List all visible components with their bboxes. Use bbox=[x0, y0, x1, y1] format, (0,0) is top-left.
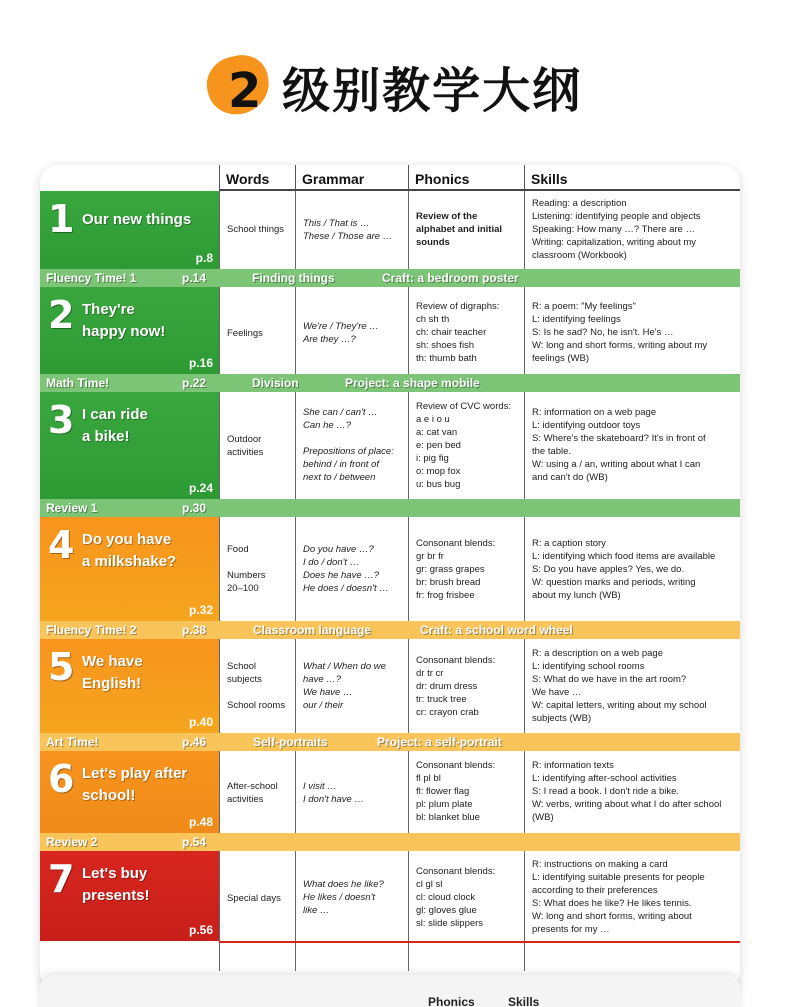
unit-5-grammar: What / When do we have …? We have … our / their bbox=[303, 661, 386, 711]
unit-7-cell bbox=[40, 851, 219, 941]
next-sheet-phonics-header: Phonics bbox=[428, 995, 475, 1007]
column-divider bbox=[295, 191, 296, 971]
band-label: Review 1 bbox=[46, 501, 98, 515]
next-sheet-skills-header: Skills bbox=[508, 995, 540, 1007]
band-activity: Craft: a school word wheel bbox=[420, 623, 573, 637]
unit-page: p.40 bbox=[188, 715, 213, 729]
band-page: p.30 bbox=[182, 501, 207, 515]
unit-6-words: After-school activities bbox=[227, 781, 278, 805]
unit-4-phonics: Consonant blends: gr br fr gr: grass grapes br: brush bread fr: frog frisbee bbox=[416, 538, 496, 601]
unit-3-words: Outdoor activities bbox=[227, 434, 264, 458]
unit-4-skills: R: a caption story L: identifying which food items are available S: Do you have apples? Yes, we do. W: question marks and periods, writing about my lunch (WB) bbox=[532, 538, 716, 601]
unit-2-grammar: We're / They're … Are they …? bbox=[303, 321, 379, 345]
column-header-words: Words bbox=[219, 165, 295, 191]
unit-5-words: School subjects School rooms bbox=[227, 661, 286, 711]
band-label: Fluency Time! 1 bbox=[46, 271, 137, 285]
unit-page: p.56 bbox=[188, 923, 213, 937]
band-topic: Self-portraits bbox=[253, 735, 328, 749]
column-header-row bbox=[40, 165, 740, 191]
column-header-grammar: Grammar bbox=[295, 165, 408, 191]
next-sheet-peek bbox=[40, 975, 740, 1007]
band-review-1 bbox=[40, 499, 740, 517]
unit-5-phonics: Consonant blends: dr tr cr dr: drum dress tr: truck tree cr: crayon crab bbox=[416, 655, 496, 718]
column-divider bbox=[524, 191, 525, 971]
band-label: Art Time! bbox=[46, 735, 99, 749]
band-math-time bbox=[40, 374, 740, 392]
unit-title: Do you have a milkshake? bbox=[82, 531, 177, 570]
unit-number: 5 bbox=[48, 645, 75, 689]
unit-page: p.48 bbox=[188, 815, 213, 829]
page-title: 2 级别教学大纲 bbox=[228, 63, 583, 119]
unit-2-words: Feelings bbox=[227, 328, 263, 339]
column-header-skills: Skills bbox=[524, 165, 740, 191]
band-topic: Finding things bbox=[252, 271, 335, 285]
unit-5-skills: R: a description on a web page L: identifying school rooms S: What do we have in the art room? We have … W: capital letters, writing about my school subjects (WB) bbox=[532, 648, 707, 724]
unit-3-phonics: Review of CVC words: a e i o u a: cat van e: pen bed i: pig fig o: mop fox u: bus bug bbox=[416, 401, 512, 490]
unit-6-cell bbox=[40, 751, 219, 833]
page-header bbox=[0, 0, 790, 160]
unit-title: Our new things bbox=[82, 211, 192, 228]
column-header-phonics: Phonics bbox=[408, 165, 524, 191]
band-label: Fluency Time! 2 bbox=[46, 623, 137, 637]
unit-6-grammar: I visit … I don't have … bbox=[303, 781, 364, 805]
band-topic: Division bbox=[252, 376, 299, 390]
column-divider bbox=[219, 191, 220, 971]
syllabus-sheet bbox=[40, 165, 740, 990]
unit-4-cell bbox=[40, 517, 219, 621]
unit-title: We have English! bbox=[82, 653, 143, 692]
unit-number: 6 bbox=[48, 757, 75, 801]
unit-title: Let's play after school! bbox=[82, 765, 188, 804]
band-page: p.22 bbox=[182, 376, 207, 390]
unit-3-cell bbox=[40, 392, 219, 499]
table-bottom-rule bbox=[219, 941, 740, 943]
unit-1-cell bbox=[40, 191, 219, 269]
unit-page: p.32 bbox=[188, 603, 213, 617]
band-page: p.38 bbox=[182, 623, 207, 637]
unit-title: Let's buy presents! bbox=[82, 865, 150, 904]
band-art-time bbox=[40, 733, 740, 751]
unit-7-phonics: Consonant blends: cl gl sl cl: cloud clock gl: gloves glue sl: slide slippers bbox=[416, 866, 496, 929]
unit-title: I can ride a bike! bbox=[82, 406, 148, 445]
unit-3-grammar: She can / can't … Can he …? Prepositions of place: behind / in front of next to / between bbox=[303, 407, 394, 483]
unit-number: 4 bbox=[48, 523, 75, 567]
unit-page: p.8 bbox=[195, 251, 213, 265]
unit-4-grammar: Do you have …? I do / don't … Does he have …? He does / doesn't … bbox=[303, 544, 389, 594]
unit-title: They're happy now! bbox=[82, 301, 166, 340]
unit-number: 2 bbox=[48, 293, 75, 337]
unit-2-cell bbox=[40, 287, 219, 374]
unit-2-skills: R: a poem: "My feelings" L: identifying feelings S: Is he sad? No, he isn't. He's … W: long and short forms, writing about my feelings (WB) bbox=[532, 301, 708, 364]
unit-page: p.16 bbox=[188, 356, 213, 370]
band-label: Review 2 bbox=[46, 835, 98, 849]
unit-4-words: Food Numbers 20–100 bbox=[227, 544, 266, 594]
unit-7-skills: R: instructions on making a card L: identifying suitable presents for people according to their preferences S: What does he like? He likes tennis. W: long and short forms, writing about presents for my … bbox=[532, 859, 705, 935]
band-activity: Craft: a bedroom poster bbox=[382, 271, 519, 285]
band-fluency-time-1 bbox=[40, 269, 740, 287]
unit-1-skills: Reading: a description Listening: identifying people and objects Speaking: How many …? There are … Writing: capitalization, writing about my classroom (Workbook) bbox=[532, 198, 701, 261]
column-divider bbox=[408, 191, 409, 971]
band-topic: Classroom language bbox=[253, 623, 372, 637]
unit-5-cell bbox=[40, 639, 219, 733]
unit-1-grammar: This / That is … These / Those are … bbox=[303, 218, 393, 242]
band-review-2 bbox=[40, 833, 740, 851]
unit-2-phonics: Review of digraphs: ch sh th ch: chair teacher sh: shoes fish th: thumb bath bbox=[416, 301, 500, 364]
band-activity: Project: a shape mobile bbox=[345, 376, 480, 390]
unit-page: p.24 bbox=[188, 481, 213, 495]
unit-6-phonics: Consonant blends: fl pl bl fl: flower flag pl: plum plate bl: blanket blue bbox=[416, 760, 496, 823]
unit-number: 3 bbox=[48, 398, 75, 442]
band-page: p.54 bbox=[182, 835, 207, 849]
unit-1-phonics: Review of the alphabet and initial sounds bbox=[416, 211, 503, 248]
unit-7-words: Special days bbox=[227, 893, 281, 904]
band-fluency-time-2 bbox=[40, 621, 740, 639]
band-page: p.46 bbox=[182, 735, 207, 749]
band-page: p.14 bbox=[182, 271, 207, 285]
unit-6-skills: R: information texts L: identifying after-school activities S: I read a book. I don't ride a bike. W: verbs, writing about what I do after school (WB) bbox=[532, 760, 722, 823]
band-label: Math Time! bbox=[46, 376, 110, 390]
band-activity: Project: a self-portrait bbox=[377, 735, 502, 749]
unit-1-words: School things bbox=[227, 224, 285, 235]
unit-7-grammar: What does he like? He likes / doesn't like … bbox=[303, 879, 384, 916]
unit-3-skills: R: information on a web page L: identifying outdoor toys S: Where's the skateboard? It's in front of the table. W: using a / an, writing about what I can and can't do (WB) bbox=[532, 407, 706, 483]
unit-number: 7 bbox=[48, 857, 75, 901]
unit-number: 1 bbox=[48, 197, 75, 241]
